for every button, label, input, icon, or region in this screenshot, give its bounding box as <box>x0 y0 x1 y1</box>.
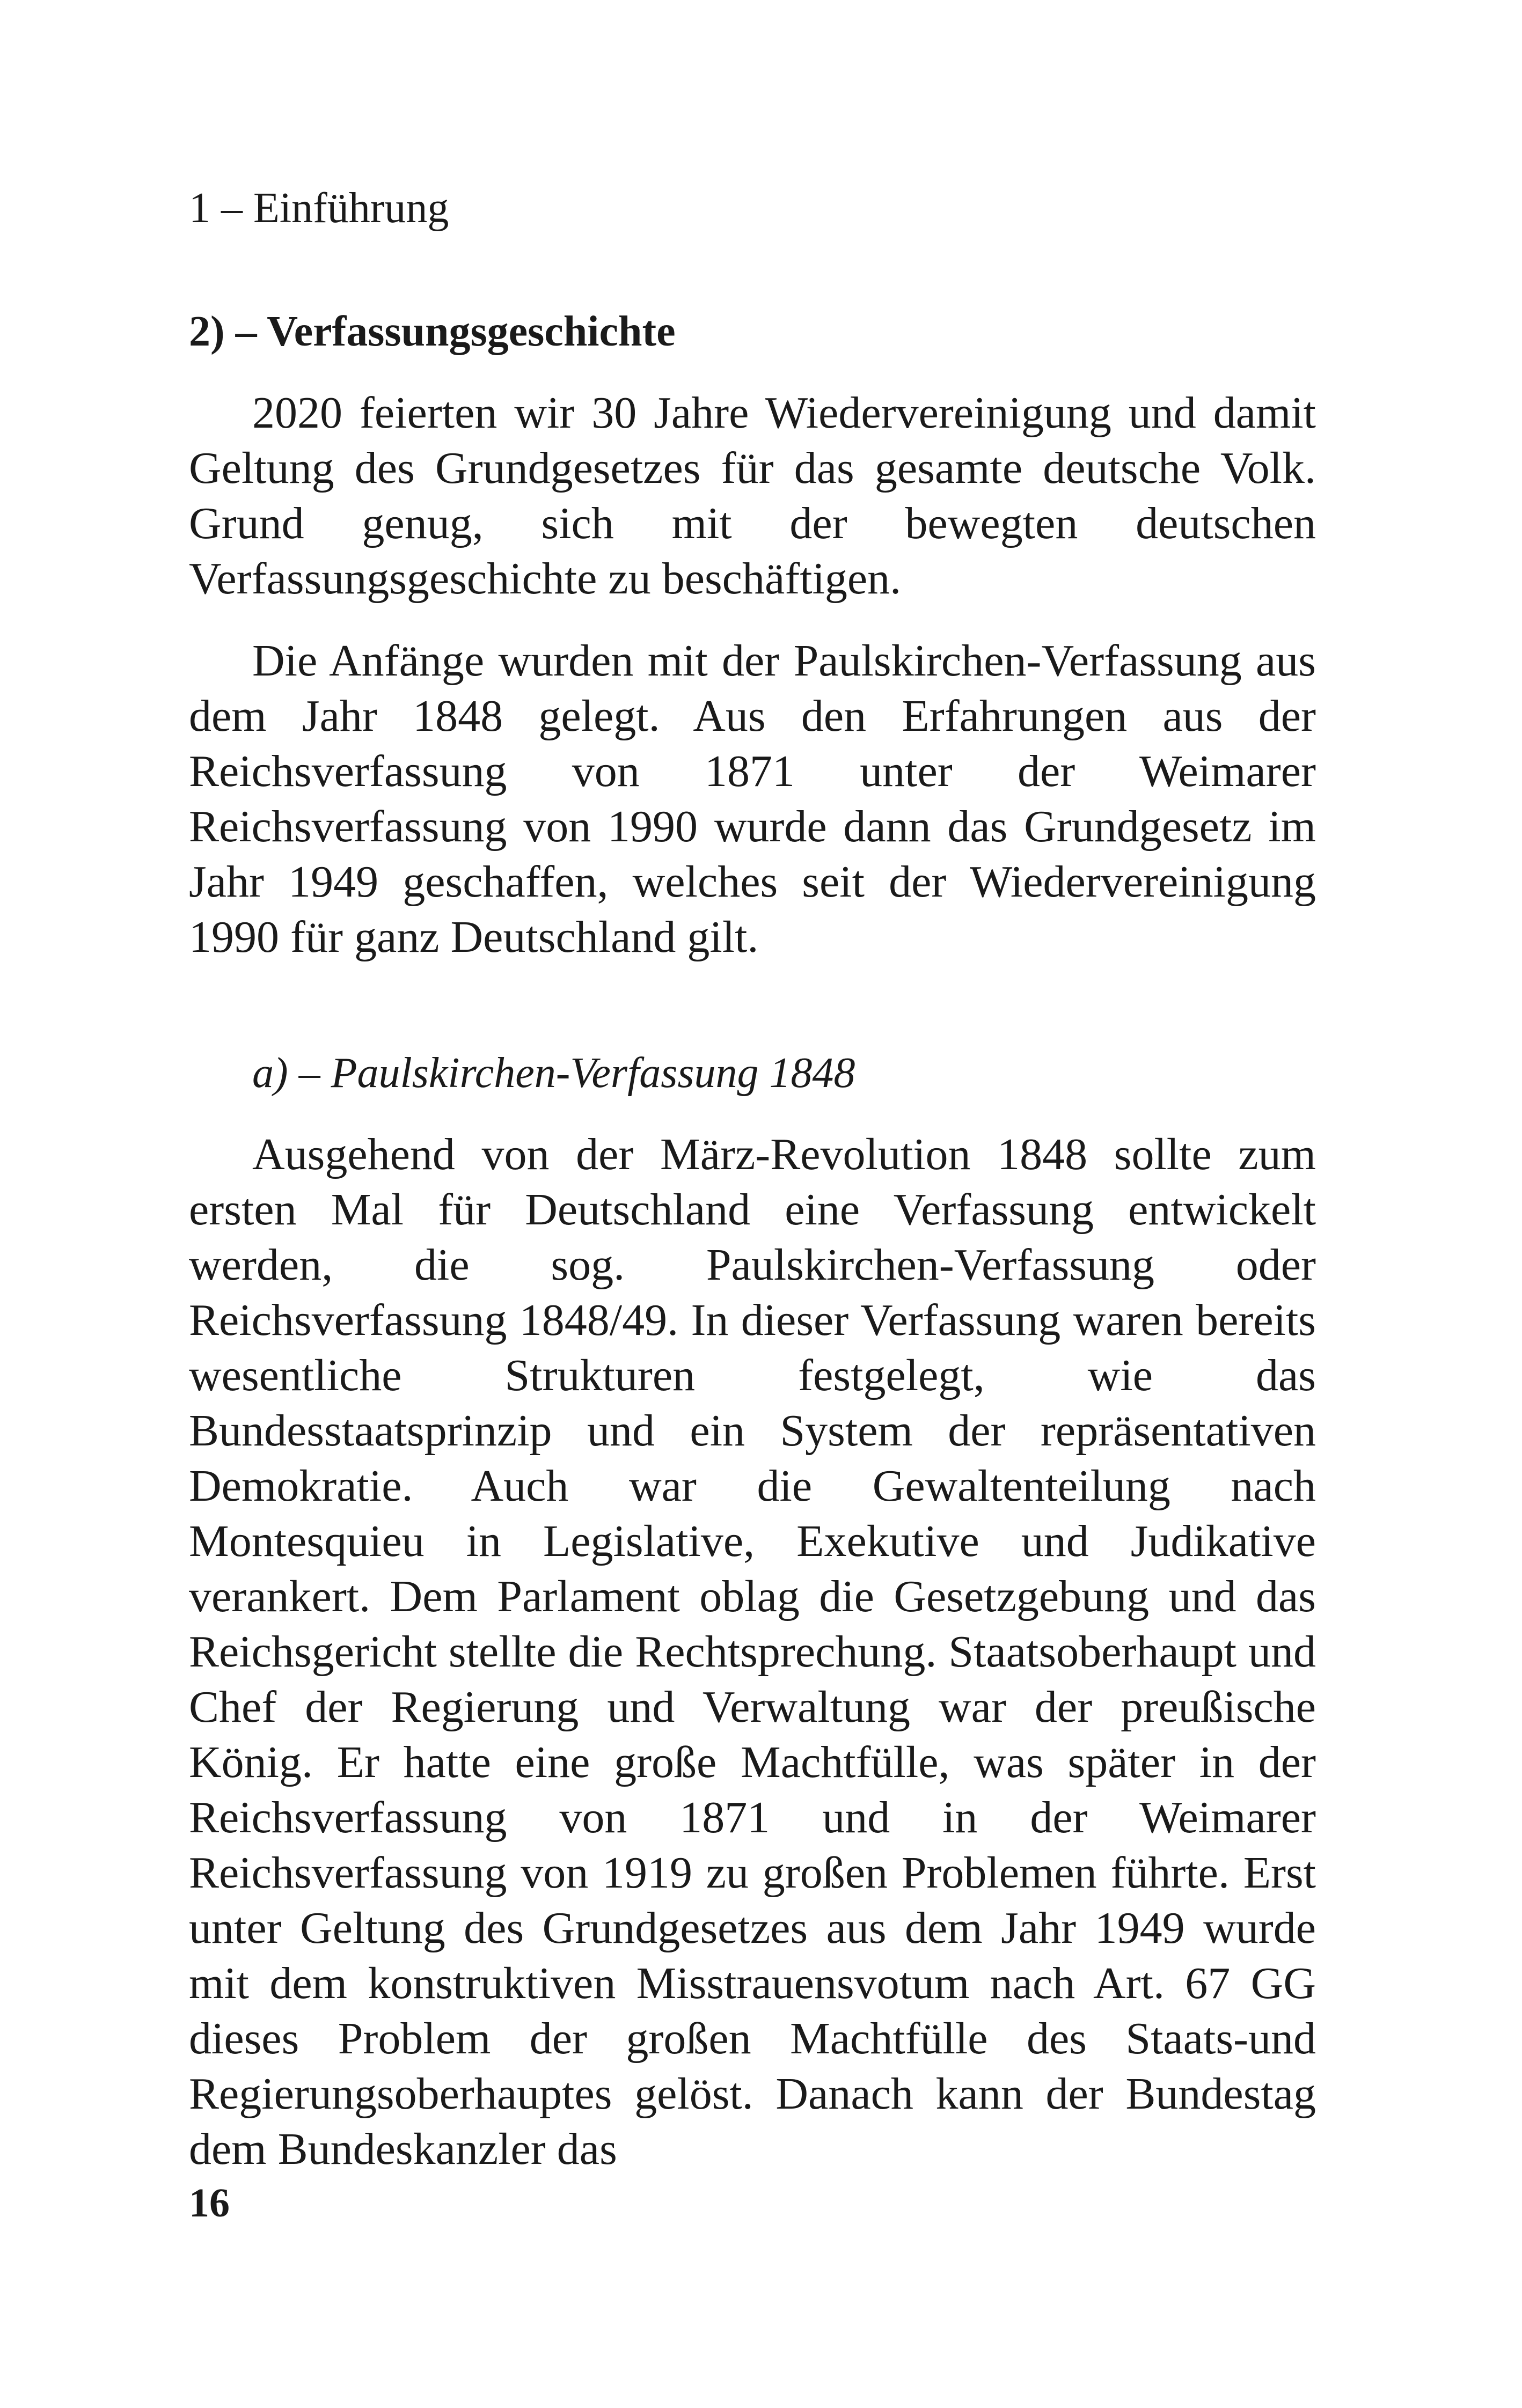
body-paragraph: 2020 feierten wir 30 Jahre Wiedervereinigung und damit Geltung des Grundgesetzes für das gesamte deutsche Volk. Grund genug, sich mit der bewegten deutschen Verfassungsgeschichte zu beschäftigen. <box>189 388 1316 604</box>
running-head: 1 – Einführung <box>189 185 449 232</box>
section-heading: 2) – Verfassungsgeschichte <box>189 308 676 355</box>
page-number: 16 <box>189 2181 230 2226</box>
body-paragraph: Ausgehend von der März-Revolution 1848 sollte zum ersten Mal für Deutschland eine Verfassung entwickelt werden, die sog. Paulskirchen-Verfassung oder Reichsverfassung 1848/49. In dieser Verfassung waren bereits wesentliche Strukturen festgelegt, wie das Bundesstaatsprinzip und ein System der repräsentativen Demokratie. Auch war die Gewaltenteilung nach Montesquieu in Legislative, Exekutive und Judikative verankert. Dem Parlament oblag die Gesetzgebung und das Reichsgericht stellte die Rechtsprechung. Staatsoberhaupt und Chef der Regierung und Verwaltung war der preußische König. Er hatte eine große Machtfülle, was später in der Reichsverfassung von 1871 und in der Weimarer Reichsverfassung von 1919 zu großen Problemen führte. Erst unter Geltung des Grundgesetzes aus dem Jahr 1949 wurde mit dem konstruktiven Misstrauensvotum nach Art. 67 GG dieses Problem der großen Machtfülle des Staats-und Regierungsoberhauptes gelöst. Danach kann der Bundestag dem Bundeskanzler das <box>189 1129 1316 2174</box>
body-paragraph: Die Anfänge wurden mit der Paulskirchen-Verfassung aus dem Jahr 1848 gelegt. Aus den Erfahrungen aus der Reichsverfassung von 1871 unter der Weimarer Reichsverfassung von 1990 wurde dann das Grundgesetz im Jahr 1949 geschaffen, welches seit der Wiedervereinigung 1990 für ganz Deutschland gilt. <box>189 636 1316 962</box>
subsection-heading: a) – Paulskirchen-Verfassung 1848 <box>252 1049 855 1097</box>
